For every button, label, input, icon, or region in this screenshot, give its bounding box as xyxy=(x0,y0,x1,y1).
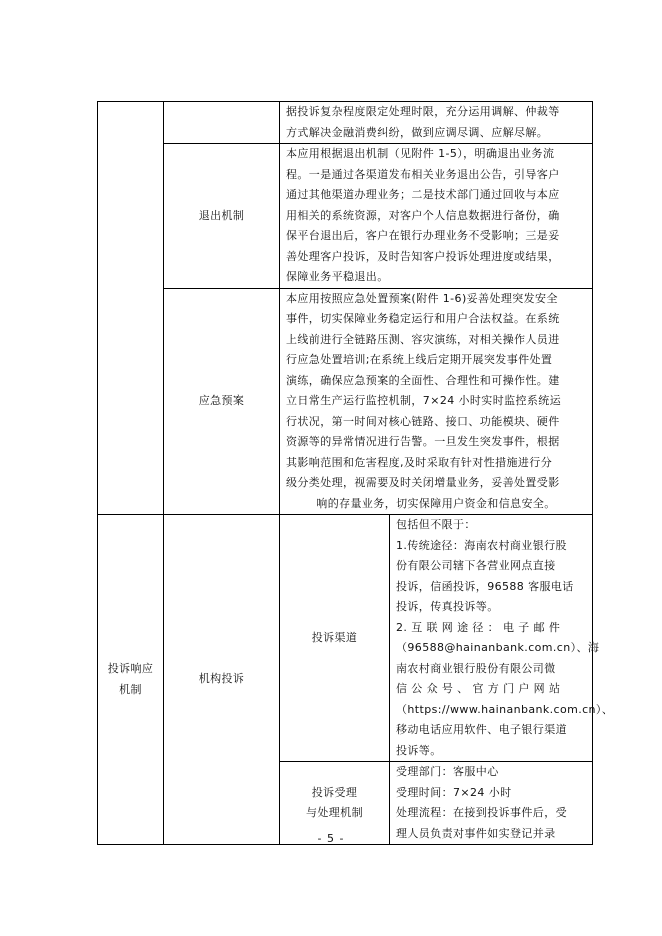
text-line: 投诉等。 xyxy=(396,743,442,757)
text-line: 用相关的系统资源，对客户个人信息数据进行备份，确 xyxy=(286,208,560,222)
text-line: 移动电话应用软件、电子银行渠道 xyxy=(396,723,567,736)
text-line: 行应急处置培训;在系统上线后定期开展突发事件处置 xyxy=(286,353,553,366)
text-line: 程。一是通过各渠道发布相关业务退出公告，引导客户 xyxy=(286,167,560,181)
text-line: 南农村商业银行股份有限公司微 xyxy=(396,661,556,675)
institution-complaint-label: 机构投诉 xyxy=(164,515,280,845)
section-label-cell-empty xyxy=(98,102,164,515)
text-line: 上线前进行全链路压测、容灾演练，对相关操作人员进 xyxy=(286,332,560,346)
text-line: 其影响范围和危害程度,及时采取有针对性措施进行分 xyxy=(286,455,553,469)
text-line: 善处理客户投诉，及时告知客户投诉处理进度或结果， xyxy=(286,249,560,263)
mechanism-table xyxy=(97,101,614,845)
text-line: 本应用根据退出机制（见附件 1-5），明确退出业务流 xyxy=(286,147,555,160)
table-row xyxy=(98,144,593,289)
text-line: 级分类处理，视需要及时关闭增量业务，妥善处置受影 xyxy=(286,476,560,489)
table-row xyxy=(98,102,593,144)
page-number: - 5 - xyxy=(317,832,345,845)
emergency-plan-text xyxy=(280,288,593,515)
text-line: 资源等的异常情况进行告警。一旦发生突发事件，根据 xyxy=(286,435,560,448)
text-line: 受理时间：7×24 小时 xyxy=(396,785,512,799)
text-line: 2. 互 联 网 途 径 ： 电 子 邮 件 xyxy=(396,620,561,634)
label-line: 机制 xyxy=(119,682,142,696)
text-line: 投诉，信函投诉，96588 客服电话 xyxy=(396,579,574,593)
complaint-response-label xyxy=(98,515,164,845)
label-line: 投诉受理 xyxy=(311,785,358,799)
table-row xyxy=(98,515,593,762)
label-line: 投诉响应 xyxy=(107,662,154,675)
text-line: 响的存量业务，切实保障用户资金和信息安全。 xyxy=(316,496,556,510)
text-line: 受理部门：客服中心 xyxy=(396,765,499,778)
text-line: 方式解决金融消费纠纷，做到应调尽调、应解尽解。 xyxy=(286,125,549,139)
text-line: 保平台退出后，客户在银行办理业务不受影响；三是妥 xyxy=(286,229,560,242)
table-row xyxy=(98,288,593,515)
text-line: 处理流程：在接到投诉事件后，受 xyxy=(396,806,567,819)
text-line: 行状况，第一时间对核心链路、接口、功能模块、硬件 xyxy=(286,414,560,428)
text-line: 通过其他渠道办理业务；二是技术部门通过回收与本应 xyxy=(286,188,560,201)
exit-mechanism-text xyxy=(280,144,593,289)
text-line: 据投诉复杂程度限定处理时限，充分运用调解、仲裁等 xyxy=(286,105,560,118)
text-line: 投诉，传真投诉等。 xyxy=(396,600,499,613)
text-line: 事件，切实保障业务稳定运行和用户合法权益。在系统 xyxy=(286,312,560,325)
text-line: 理人员负责对事件如实登记并录 xyxy=(396,826,556,840)
label-line: 与处理机制 xyxy=(306,806,363,819)
text-line: 演练，确保应急预案的全面性、合理性和可操作性。建 xyxy=(286,373,560,387)
text-line: （https://www.hainanbank.com.cn）、 xyxy=(396,702,614,716)
label-cell-empty xyxy=(164,102,280,144)
complaint-channels-text xyxy=(390,515,614,762)
complaint-channels-label: 投诉渠道 xyxy=(280,515,390,762)
text-line: 包括但不限于： xyxy=(396,518,476,531)
text-line: 立日常生产运行监控机制，7×24 小时实时监控系统运 xyxy=(286,394,562,407)
text-line: （96588@hainanbank.com.cn）、海 xyxy=(396,641,600,654)
text-line: 本应用按照应急处置预案(附件 1-6)妥善处理突发安全 xyxy=(286,291,558,305)
continuation-text-cell xyxy=(280,102,593,144)
emergency-plan-label: 应急预案 xyxy=(164,288,280,515)
text-line: 信 公 众 号 、 官 方 门 户 网 站 xyxy=(396,682,561,695)
text-line: 份有限公司辖下各营业网点直接 xyxy=(396,559,556,572)
text-line: 1.传统途径：海南农村商业银行股 xyxy=(396,538,567,552)
exit-mechanism-label: 退出机制 xyxy=(164,144,280,289)
text-line: 保障业务平稳退出。 xyxy=(286,270,389,283)
